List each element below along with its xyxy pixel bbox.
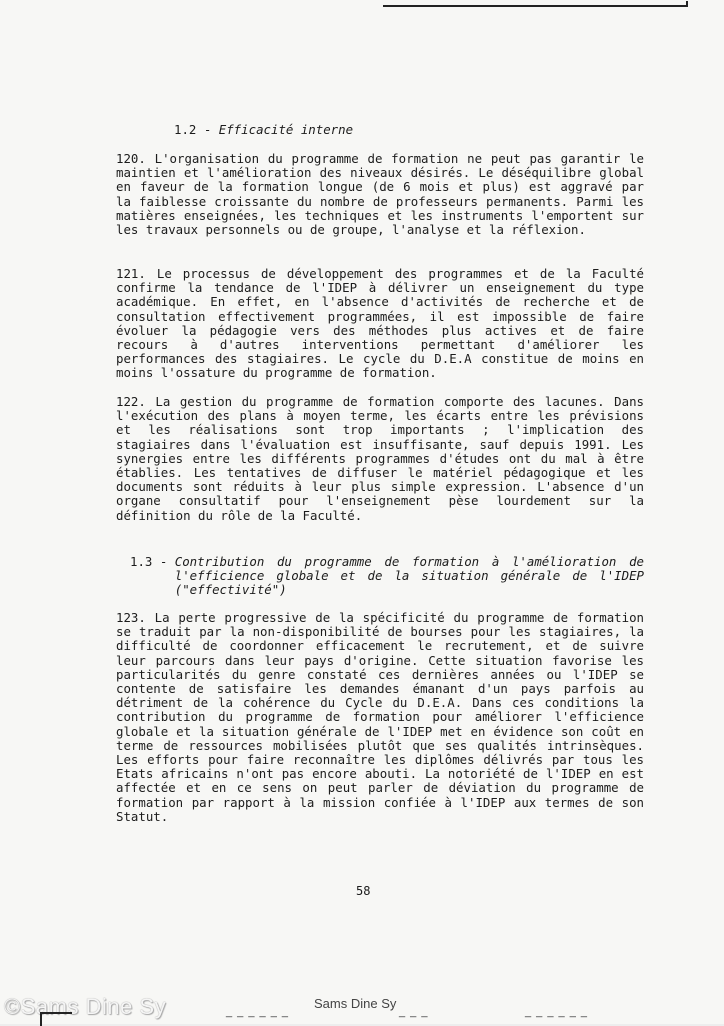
section-heading-1-3 [130, 555, 644, 598]
paragraph-120: 120. L'organisation du programme de formation ne peut pas garantir le maintien et l'amélioration des niveaux désirés. Le déséquilibre global en faveur de la formation longue (de 6 mois et plus) est aggravé par la faiblesse croissante du nombre de professeurs permanents. Parmi les matières enseignées, les techniques et les instruments l'emportent sur les travaux personnels ou de groupe, l'analyse et la réflexion. [116, 151, 644, 238]
section-title: Contribution du programme de formation à l'amélioration de l'efficience globale et de la situation générale de l'IDEP ("effectivité") [174, 554, 644, 598]
footer-author-name: Sams Dine Sy [314, 996, 397, 1011]
paragraph-122: 122. La gestion du programme de formation comporte des lacunes. Dans l'exécution des plans à moyen terme, les écarts entre les prévisions et les réalisations sont trop importants ; l'implication des stagiaires dans l'évaluation est insuffisante, sauf depuis 1991. Les synergies entre les différents programmes d'études ont du mal à être établies. Les tentatives de diffuser le matériel pédagogique et les documents sont réduits à leur plus simple expression. L'absence d'un organe consultatif pour l'enseignement pèse lourdement sur la définition du rôle de la Faculté. [116, 394, 644, 523]
section-heading-1-2 [174, 123, 353, 137]
section-number: 1.3 - [130, 554, 175, 569]
paragraph-123: 123. La perte progressive de la spécificité du programme de formation se traduit par la non-disponibilité de bourses pour les stagiaires, la difficulté de coordonner efficacement le recrutement, et de suivre leur parcours dans leur pays d'origine. Cette situation favorise les particularités du genre constaté ces dernières années ou l'IDEP se contente de satisfaire les demandes émanant d'un pays parfois au détriment de la cohérence du Cycle du D.E.A. Dans ces conditions la contribution du programme de formation pour améliorer l'efficience globale et la situation générale de l'IDEP met en évidence son coût en terme de ressources mobilisées plutôt que ses qualités intrinsèques. Les efforts pour faire reconnaître les diplômes délivrés par tous les Etats africains n'ont pas encore abouti. La notoriété de l'IDEP en est affectée et en ce sens on peut parler de déviation du programme de formation par rapport à la mission confiée à l'IDEP aux termes de son Statut. [116, 610, 644, 824]
section-number: 1.2 - [174, 122, 219, 137]
footer-dashes-mid: _ _ _ [399, 1006, 429, 1018]
section-title: Efficacité interne [218, 122, 354, 137]
top-rule [383, 5, 686, 7]
footer-dashes-left: _ _ _ _ _ _ [226, 1006, 289, 1018]
page-number: 58 [356, 884, 371, 898]
paragraph-121: 121. Le processus de développement des programmes et de la Faculté confirme la tendance de l'IDEP à délivrer un enseignement du type académique. En effet, en l'absence d'activités de recherche et de consultation effectivement programmées, il est impossible de faire évoluer la pédagogie vers des méthodes plus actives et de faire recours à d'autres interventions permettant d'améliorer les performances des stagiaires. Le cycle du D.E.A constitue de moins en moins l'ossature du programme de formation. [116, 266, 644, 381]
footer-dashes-right: _ _ _ _ _ _ [525, 1006, 588, 1018]
watermark: ©Sams Dine Sy [4, 994, 167, 1019]
